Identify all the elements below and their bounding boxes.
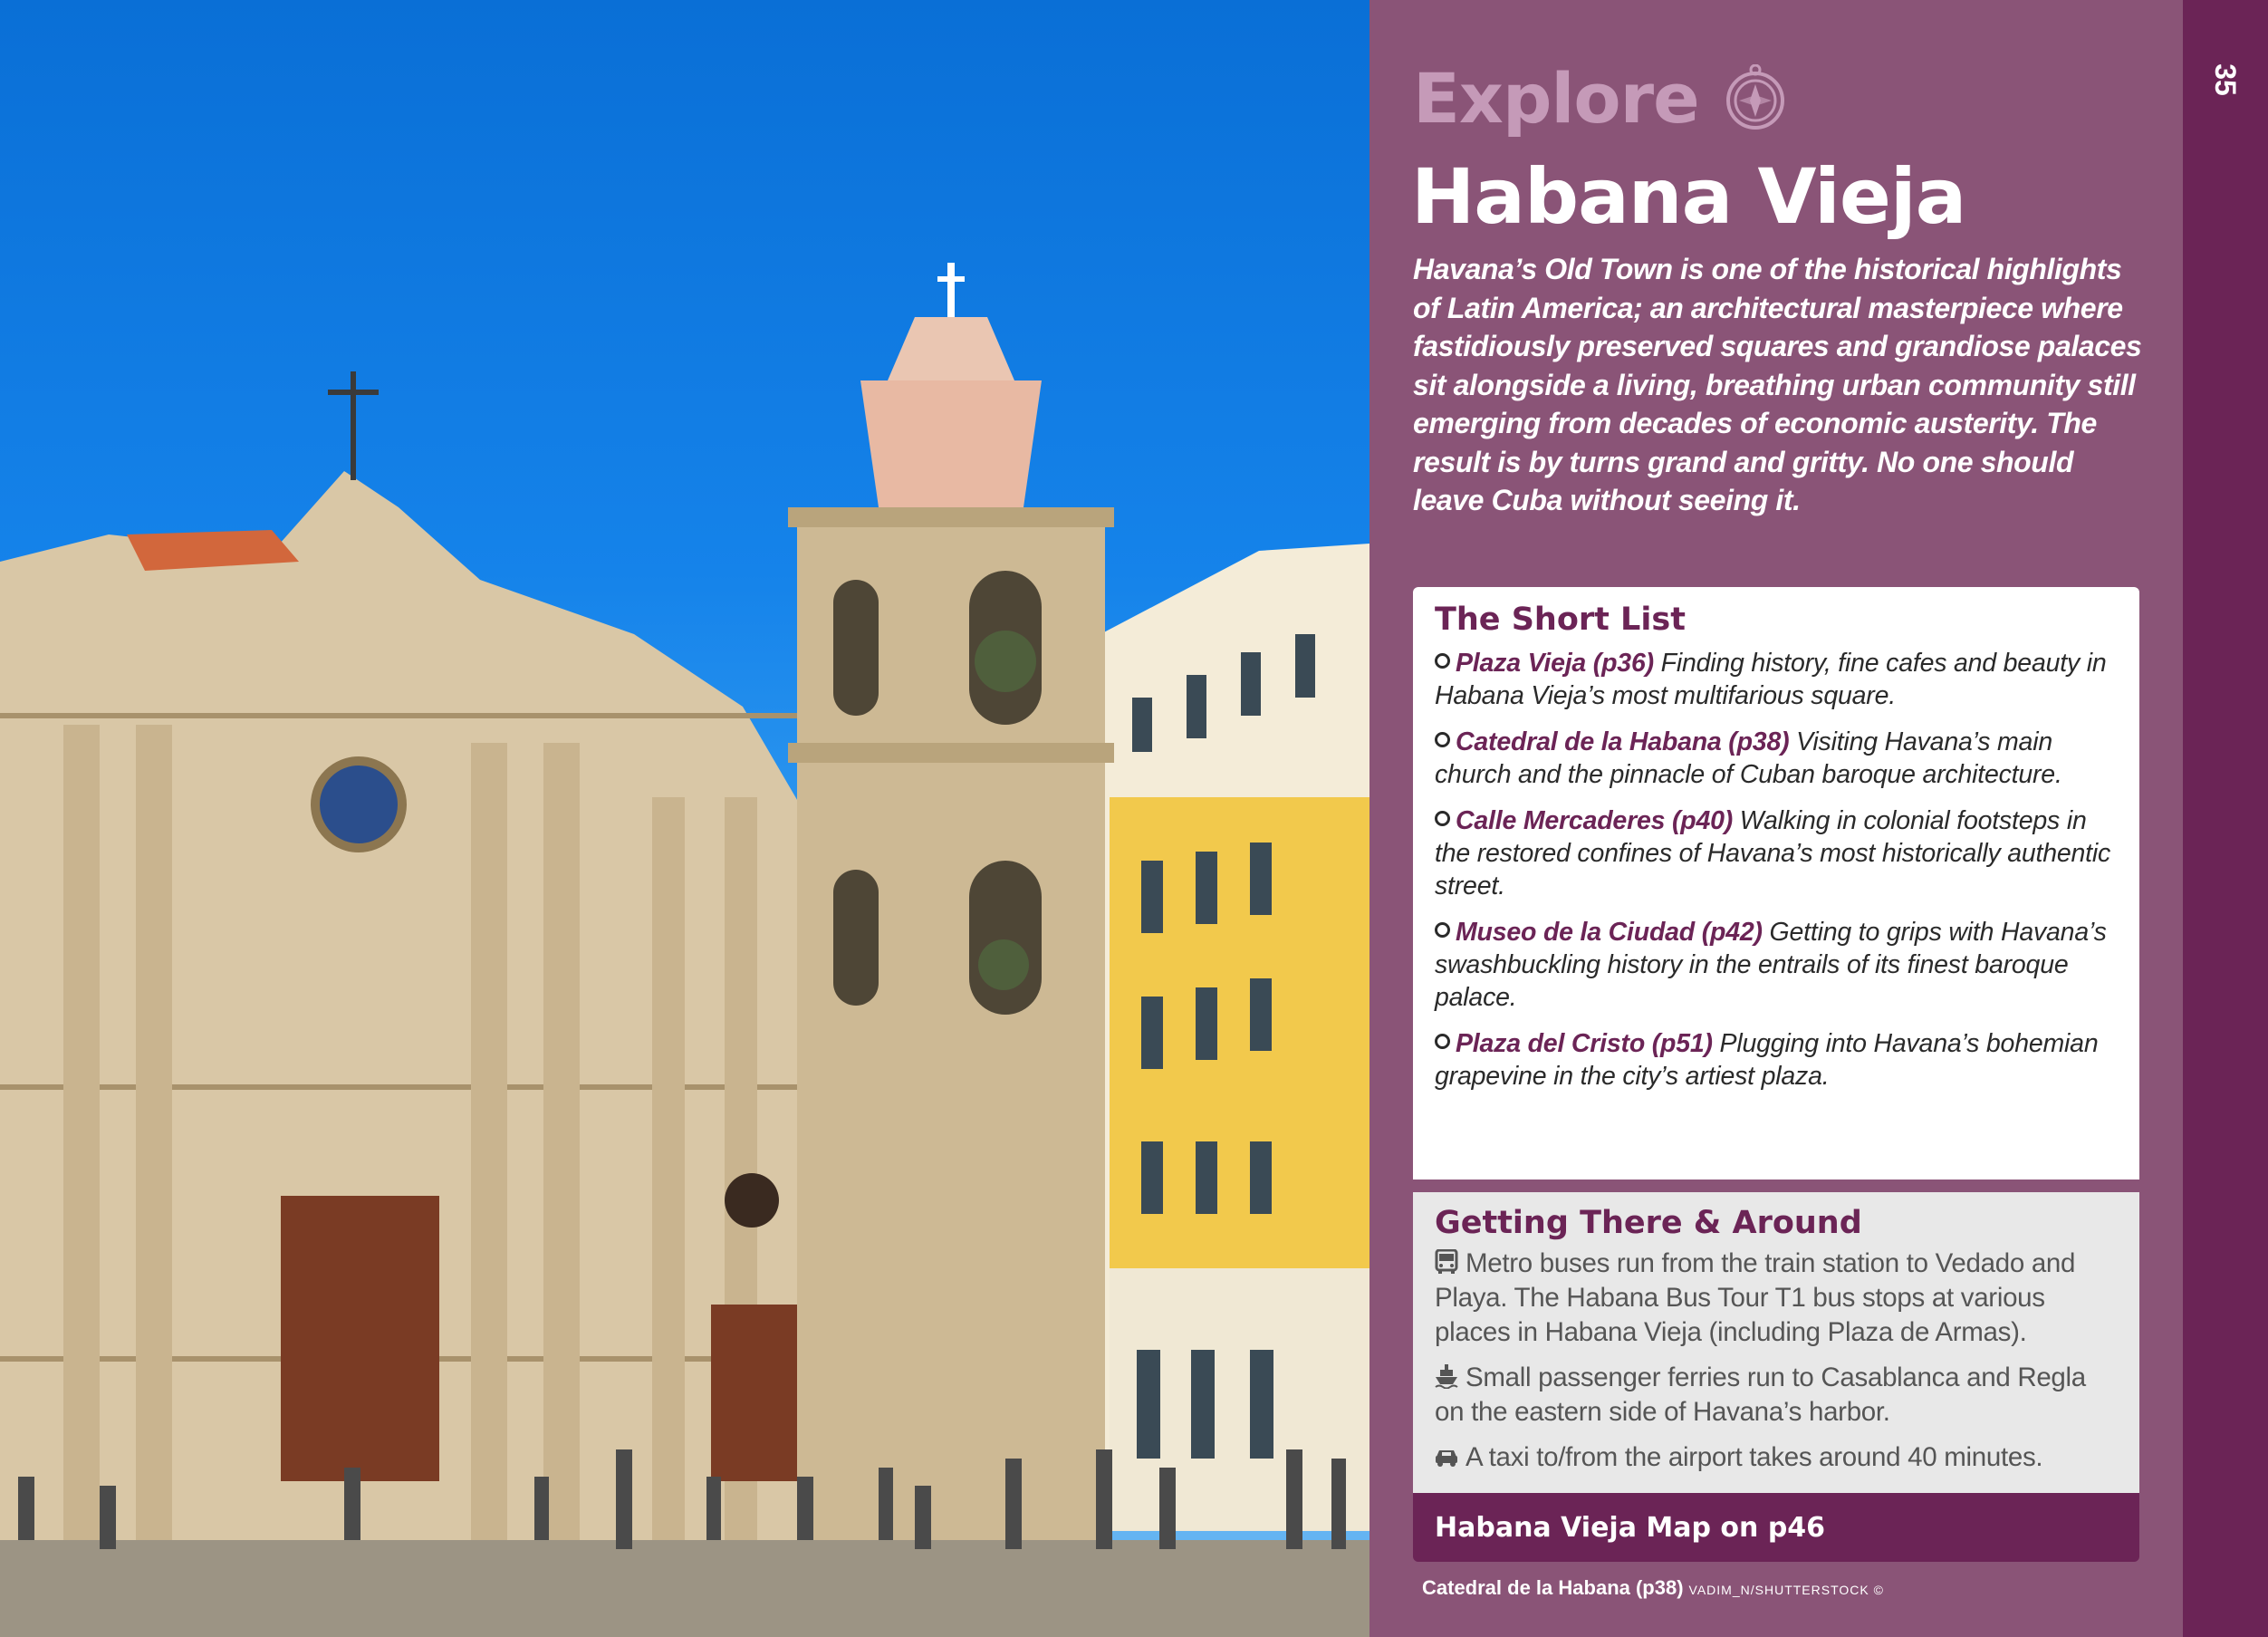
plaza-ground [0, 1540, 1369, 1637]
caption-text: Catedral de la Habana (p38) [1422, 1576, 1684, 1599]
page-edge-strip [2183, 0, 2268, 1637]
short-list-item-text: Walking in colonial footsteps in the restored confines of Havana’s most historically authentic street. [1435, 806, 2111, 900]
short-list-item-text: Plugging into Havana’s bohemian grapevine in the city’s artiest plaza. [1435, 1029, 2099, 1091]
cathedral-facade [0, 371, 806, 1558]
short-list-item-name: Plaza del Cristo (p51) [1456, 1029, 1713, 1058]
bell-tower [788, 263, 1114, 1558]
short-list-item [1435, 1027, 2118, 1093]
bullet-icon [1435, 922, 1450, 938]
taxi-icon [1435, 1443, 1458, 1468]
transport-item [1435, 1247, 2118, 1350]
yellow-building [1100, 544, 1369, 1531]
bullet-icon [1435, 732, 1450, 747]
bullet-icon [1435, 1034, 1450, 1049]
bullet-icon [1435, 811, 1450, 826]
section-tag [1413, 58, 1790, 139]
transport-text: Metro buses run from the train station to Vedado and Playa. The Habana Bus Tour T1 bus stops at various places in Habana Vieja (including Plaza de Armas). [1435, 1248, 2076, 1347]
photo-credit: VADIM_N/SHUTTERSTOCK © [1688, 1583, 1884, 1597]
photo-caption [1422, 1576, 1884, 1600]
explore-label: Explore [1413, 58, 1699, 139]
short-list-item-name: Calle Mercaderes (p40) [1456, 806, 1734, 835]
bullet-icon [1435, 653, 1450, 669]
compass-icon [1721, 64, 1790, 133]
ferry-icon [1435, 1363, 1458, 1389]
short-list-item-text: Finding history, fine cafes and beauty in Habana Vieja’s most multifarious square. [1435, 649, 2107, 710]
short-list-card [1413, 587, 2139, 1180]
map-link-banner[interactable]: Habana Vieja Map on p46 [1413, 1493, 2139, 1562]
short-list-item-name: Plaza Vieja (p36) [1456, 649, 1654, 678]
getting-there-heading: Getting There & Around [1435, 1205, 1862, 1241]
short-list-item [1435, 804, 2118, 902]
short-list-item [1435, 916, 2118, 1014]
short-list-item-text: Getting to grips with Havana’s swashbuckling history in the entrails of its finest baroque palace. [1435, 918, 2107, 1012]
short-list-item [1435, 726, 2118, 791]
getting-there-card [1413, 1192, 2139, 1493]
page-number: 35 [2209, 63, 2243, 96]
transport-item [1435, 1440, 2118, 1475]
short-list-item-name: Catedral de la Habana (p38) [1456, 727, 1790, 756]
page-title: Habana Vieja [1411, 152, 1966, 241]
short-list-heading: The Short List [1435, 602, 1686, 638]
transport-item [1435, 1361, 2118, 1430]
transport-text: Small passenger ferries run to Casablanca and Regla on the eastern side of Havana’s harbor. [1435, 1363, 2086, 1427]
bus-icon [1435, 1249, 1458, 1275]
transport-text: A taxi to/from the airport takes around 40 minutes. [1466, 1442, 2043, 1472]
short-list-item [1435, 647, 2118, 712]
short-list-item-text: Visiting Havana’s main church and the pinnacle of Cuban baroque architecture. [1435, 727, 2062, 789]
short-list-item-name: Museo de la Ciudad (p42) [1456, 918, 1763, 947]
intro-paragraph: Havana’s Old Town is one of the historical highlights of Latin America; an architectural masterpiece where fastidiously preserved squares and grandiose palaces sit alongside a living, breathing urban community still emerging from decades of economic austerity. The result is by turns grand and gritty. No one should leave Cuba without seeing it. [1413, 253, 2142, 516]
